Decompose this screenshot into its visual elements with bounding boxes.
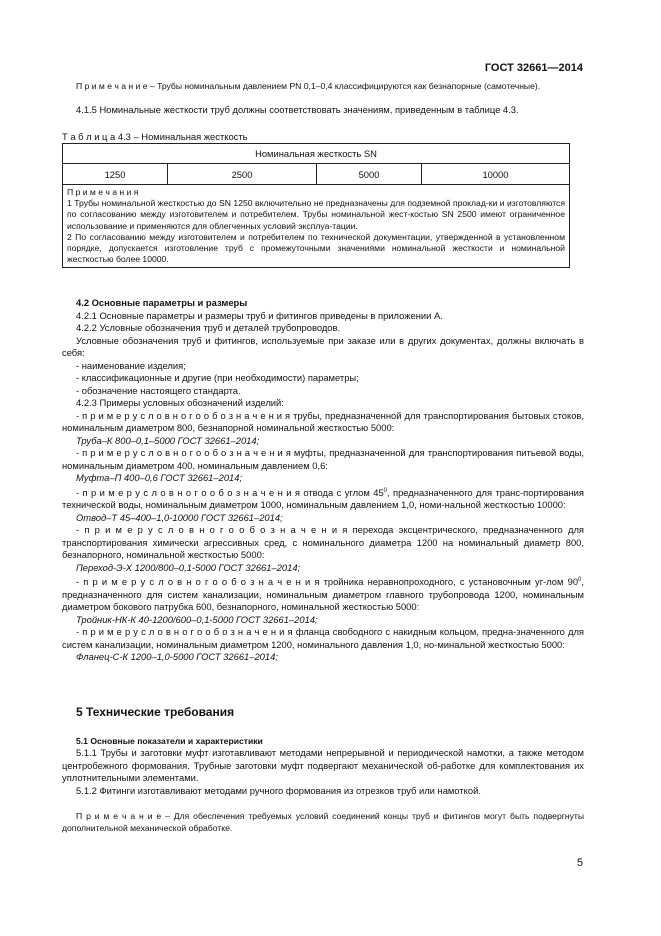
page-number: 5 [576, 857, 583, 869]
section-5-1-title: 5.1 Основные показатели и характеристики [76, 736, 263, 746]
note-bottom [62, 810, 584, 834]
table-header-cell: Номинальная жесткость SN [63, 144, 570, 164]
example-4: - п р и м е р у с л о в н о г о о б о з н а ч е н и я перехода эксцентрического, предназначенного для транспортирования химически агрессивных сред, с номинального диаметра 1200 на номинальный диаметр 800, безнапорного, номинальной жесткостью 5000: [62, 524, 585, 561]
example-1: - п р и м е р у с л о в н о г о о б о з н а ч е н и я трубы, предназначенной для транспортирования бытовых стоков, номинальным диаметром 800, безнапорной номинальной жесткостью 5000: [62, 409, 584, 433]
list-item: - наименование изделия; [76, 359, 186, 371]
example-label: - п р и м е р у с л о в н о г о о б о з н а ч е н и я [76, 576, 320, 588]
table-cell: 10000 [422, 164, 570, 185]
section-5 [62, 706, 584, 719]
example-6-code: Фланец-С-К 1200–1,0-5000 ГОСТ 32661–2014; [76, 651, 278, 663]
table-cell: 5000 [317, 164, 422, 185]
example-3-code: Отвод–Т 45–400–1,0-10000 ГОСТ 32661–2014; [76, 511, 283, 523]
note-label: П р и м е ч а н и е [76, 811, 162, 821]
example-label: - п р и м е р у с л о в н о г о о б о з н а ч е н и я [76, 409, 291, 421]
paragraph-4-1-5: 4.1.5 Номинальные жесткости труб должны соответствовать значениям, приведенным в таблице 4.3. [76, 104, 519, 115]
table-header-row [63, 144, 570, 164]
note-top [62, 80, 584, 92]
example-label: - п р и м е р у с л о в н о г о о б о з н а ч е н и я [76, 626, 293, 638]
list-item: - обозначение настоящего стандарта. [76, 384, 241, 396]
table-cell: 1250 [63, 164, 168, 185]
paragraph-4-2-3: 4.2.3 Примеры условных обозначений изделий: [76, 397, 284, 408]
example-5: - п р и м е р у с л о в н о г о о б о з н а ч е н и я тройника неравнопроходного, с установочным уг-лом $90^0$, предназначенного для систем канализации, номинальным диаметром главного трубопровода 1200, номинальным диаметром бокового патрубка 600, безнапорного, номинальной жесткостью 5000: [62, 576, 584, 613]
example-4-code: Переход-Э-Х 1200/800–0,1-5000 ГОСТ 32661–2014; [76, 561, 301, 573]
example-1-code: Труба–К 800–0,1–5000 ГОСТ 32661–2014; [76, 434, 260, 446]
list-item: - классификационные и другие (при необходимости) параметры; [76, 372, 359, 383]
example-2: - п р и м е р у с л о в н о г о о б о з н а ч е н и я муфты, предназначенной для транспортирования питьевой воды, номинальным диаметром 400, номинальным давлением 0,6: [62, 447, 584, 471]
table-notes-cell [63, 185, 570, 268]
example-label: - п р и м е р у с л о в н о г о о б о з н а ч е н и я [76, 486, 300, 498]
paragraph-5-1-1: 5.1.1 Трубы и заготовки муфт изготавливают методами непрерывной и периодической намотки, а также методом центробежного формования. Трубные заготовки муфт подвергают механической об-работке для комплектования их уплотнительными элементами. [62, 747, 584, 783]
paragraph-4-2-2: 4.2.2 Условные обозначения труб и деталей трубопроводов. [76, 322, 341, 333]
example-label: - п р и м е р у с л о в н о г о о б о з н а ч е н и я [76, 447, 291, 458]
note-text: – Для обеспечения требуемых условий соединений концы труб и фитингов могут быть подвергнуты дополнительной механической обработке. [62, 811, 585, 833]
table-notes-title: П р и м е ч а н и я [67, 187, 139, 197]
document-code-header: ГОСТ 32661—2014 [484, 62, 583, 74]
table-cell: 2500 [168, 164, 317, 185]
example-5-code: Тройник-НК-К 40-1200/600–0,1-5000 ГОСТ 32661–2014; [76, 613, 318, 625]
section-4-2 [62, 297, 584, 664]
section-5-1 [62, 735, 584, 797]
example-2-code: Муфта–П 400–0,6 ГОСТ 32661–2014; [76, 472, 243, 483]
section-5-title: 5 Технические требования [76, 705, 235, 719]
table-values-row [63, 164, 570, 185]
table-caption [62, 131, 584, 144]
example-6: - п р и м е р у с л о в н о г о о б о з н а ч е н и я фланца свободного с накидным кольцом, предна-значенного для систем канализации, номинальным диаметром 1200, номинального давления 1,0, но-минальной жесткостью 5000: [62, 626, 584, 650]
table-caption-label: Т а б л и ц а [62, 131, 116, 142]
table-caption-text: 4.3 – Номинальная жесткость [115, 131, 248, 142]
paragraph-4-2-1: 4.2.1 Основные параметры и размеры труб и фитингов приведены в приложении А. [76, 309, 443, 321]
note-text: – Трубы номинальным давлением PN 0,1–0,4 классифицируются как безнапорные (самотечные). [147, 81, 541, 91]
stiffness-table [62, 143, 584, 268]
note-label: П р и м е ч а н и е [76, 81, 148, 91]
table-note-1: 1 Трубы номинальной жесткостью до SN 1250 включительно не предназначены для подземной проклад-ки и изготовляются по согласованию между изготовителем и потребителем. Трубы номинальной жест-костью SN 2500 имеют ограниченное использование и применяются для облегченных условий эксплуа-тации. [67, 198, 565, 231]
paragraph-designations: Условные обозначения труб и фитингов, используемые при заказе или в других документах, должны включать в себя: [62, 334, 584, 358]
section-4-2-title: 4.2 Основные параметры и размеры [76, 297, 248, 308]
paragraph-5-1-2: 5.1.2 Фитинги изготавливают методами ручного формования из отрезков труб или намоткой. [76, 784, 481, 796]
table-note-2: 2 По согласованию между изготовителем и потребителем по технической документации, утвержденной в установленном порядке, допускается изготовление труб с промежуточными значениями номинальной жесткости и номинальной жесткостью более 10000. [67, 231, 565, 265]
example-label: - п р и м е р у с л о в н о г о о б о з н а ч е н и я [76, 524, 348, 536]
table-notes-row [63, 185, 570, 268]
example-3: - п р и м е р у с л о в н о г о о б о з н а ч е н и я отвода с углом $45^0$, предназначенного для транс-портирования технической воды, номинальным диаметром 1000, номинальным давлением 1,0, номи-нальной жесткостью 10000: [62, 486, 584, 511]
